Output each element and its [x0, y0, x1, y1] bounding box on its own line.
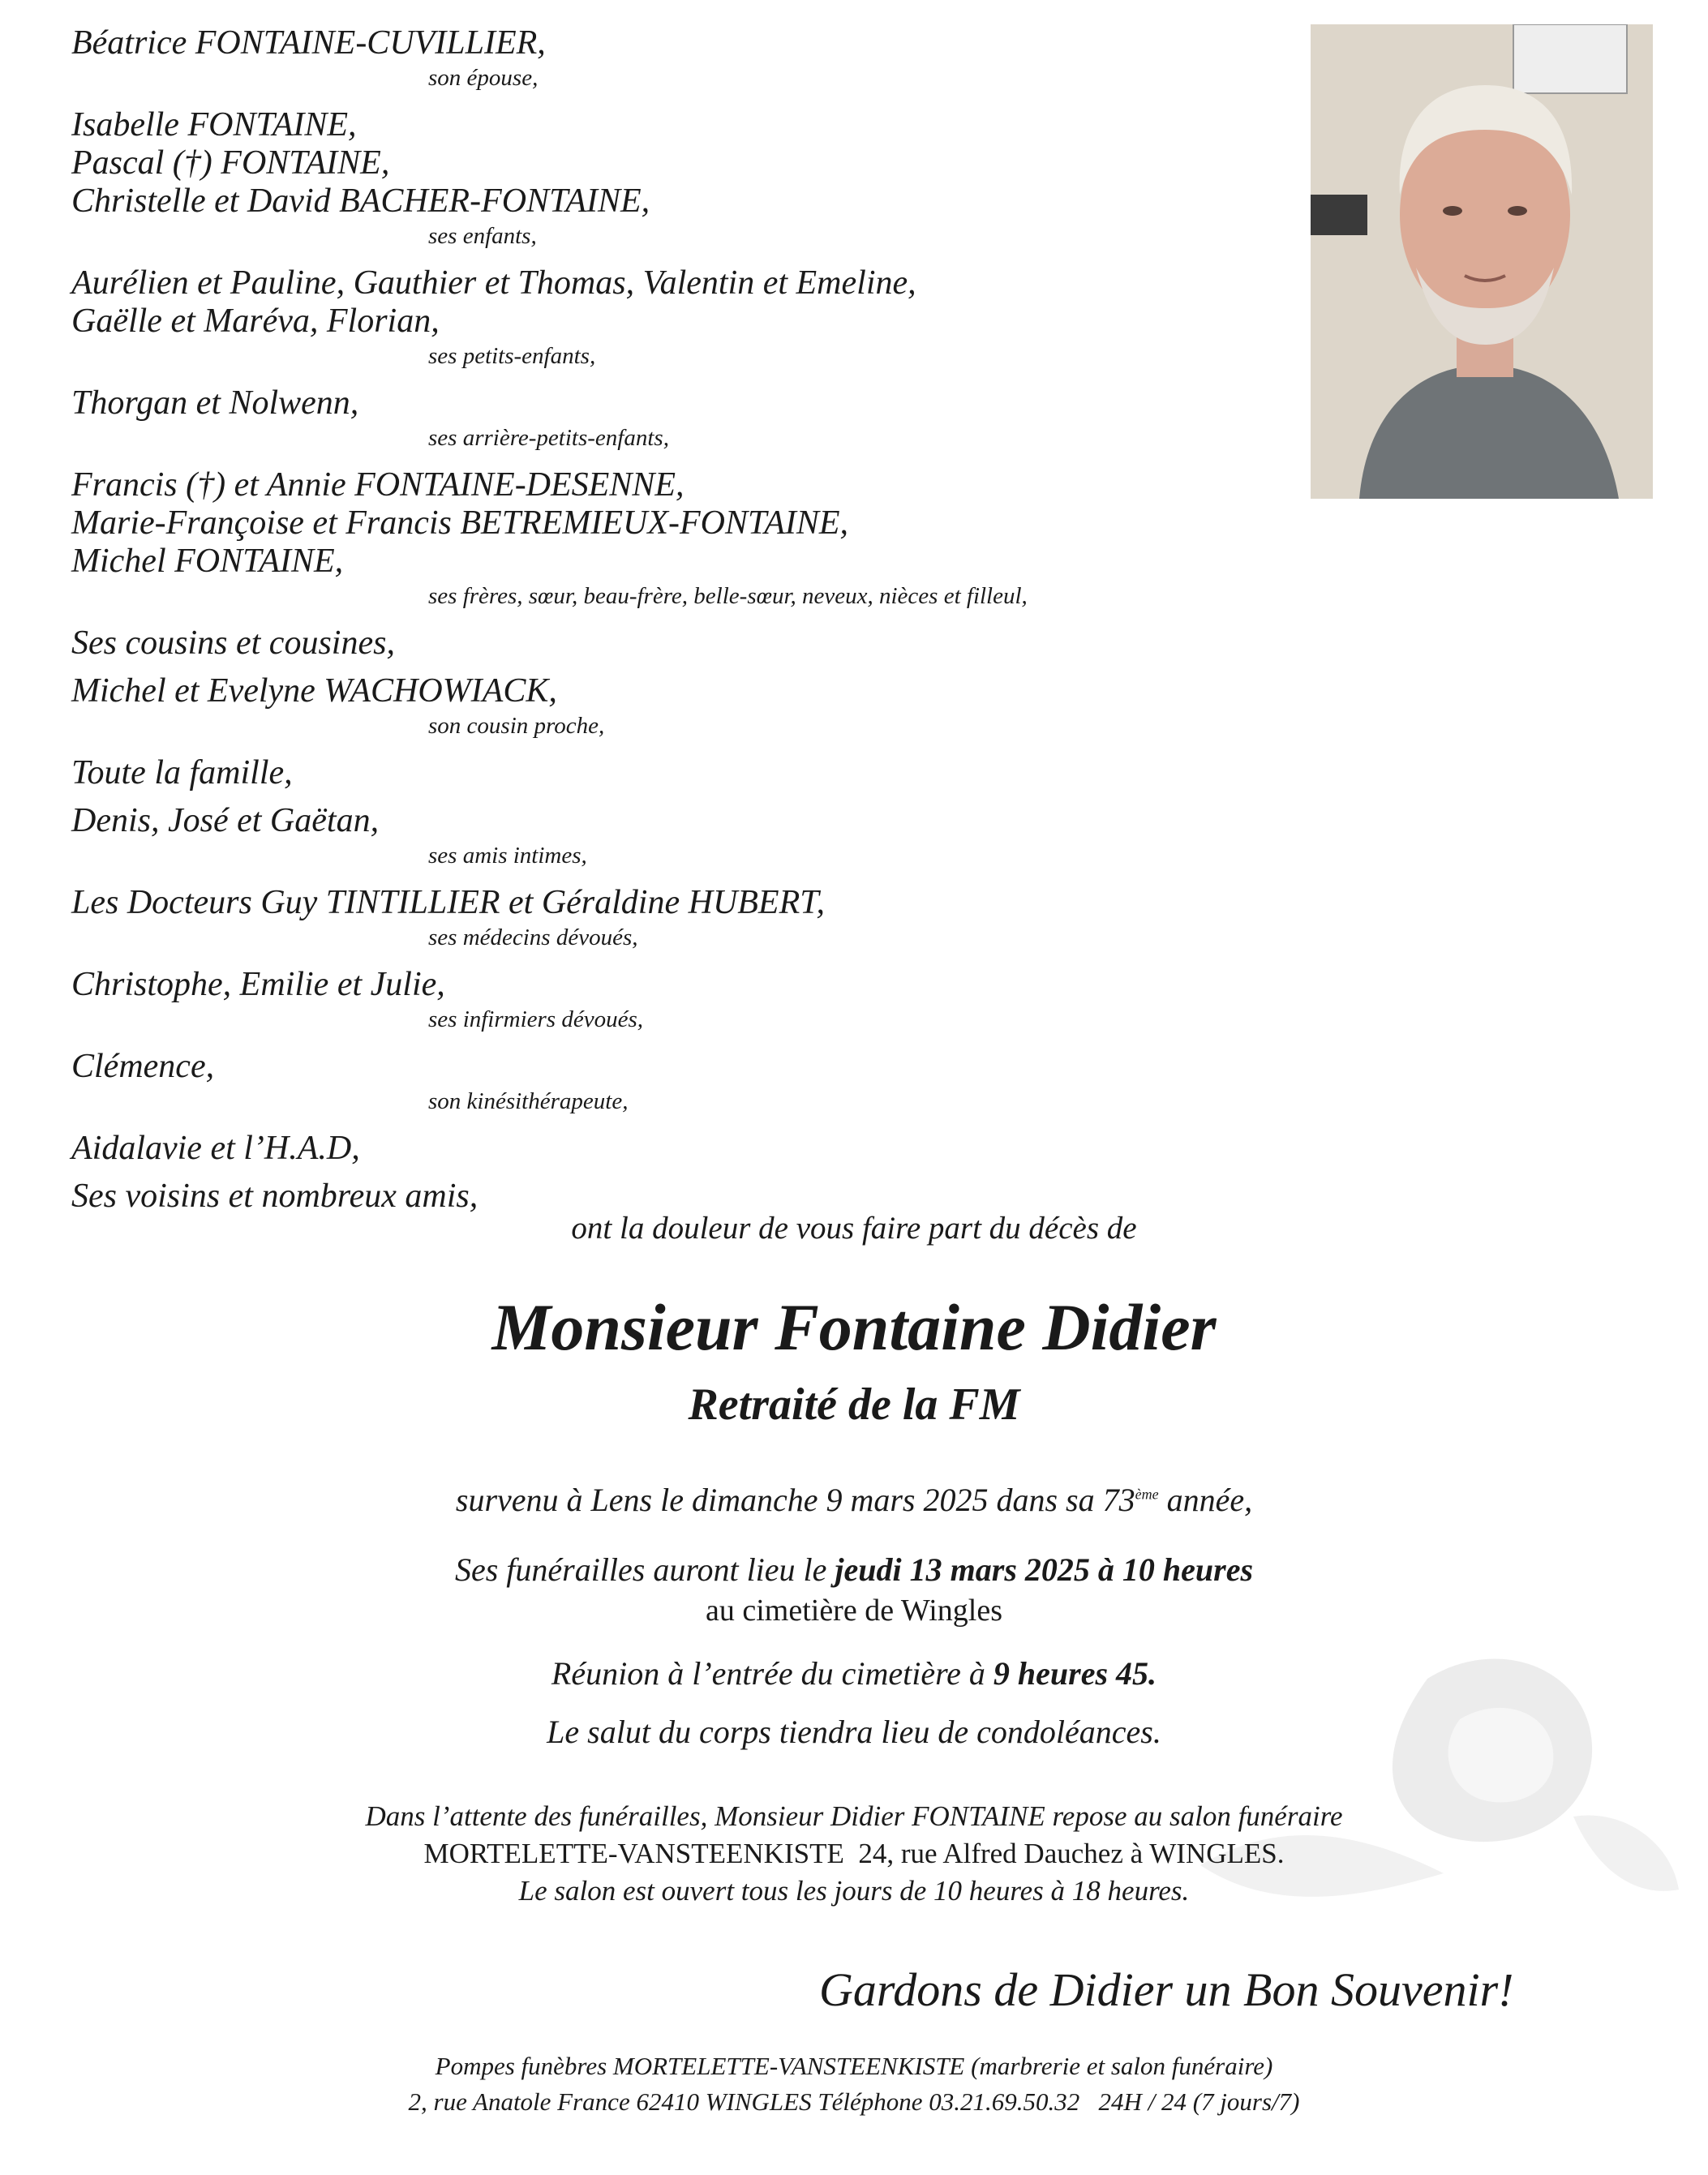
funeral-home-line: Pompes funèbres MORTELETTE-VANSTEENKISTE (marbrerie et salon funéraire)	[435, 2052, 1273, 2080]
funeral-date-time: jeudi 13 mars 2025 à 10 heures	[835, 1551, 1254, 1588]
family-name-line: Ses cousins et cousines,	[71, 624, 395, 662]
family-name-line: Denis, José et Gaëtan,	[71, 802, 380, 839]
funeral-text-main: Ses funérailles auront lieu le	[454, 1551, 835, 1588]
meeting-text-main: Réunion à l’entrée du cimetière à	[551, 1655, 993, 1692]
family-name-line: Aidalavie et l’H.A.D,	[71, 1130, 360, 1167]
family-name-line: Michel et Evelyne WACHOWIACK,	[71, 672, 557, 710]
passing-ordinal-suffix: ème	[1135, 1486, 1159, 1503]
family-relation: ses amis intimes,	[428, 843, 587, 869]
deceased-name: Monsieur Fontaine Didier	[491, 1290, 1217, 1364]
salon-line: Le salon est ouvert tous les jours de 10 heures à 18 heures.	[518, 1875, 1190, 1907]
family-name-line: Béatrice FONTAINE-CUVILLIER,	[71, 24, 546, 62]
family-name-line: Clémence,	[71, 1048, 215, 1085]
funeral-place: au cimetière de Wingles	[705, 1594, 1002, 1628]
family-relation: ses petits-enfants,	[428, 343, 596, 369]
family-group	[71, 24, 1288, 93]
passing-text-main: survenu à Lens le dimanche 9 mars 2025 dans sa 73	[455, 1482, 1135, 1518]
family-name-line: Ses voisins et nombreux amis,	[71, 1178, 478, 1215]
family-group	[71, 754, 1288, 871]
family-relation: son cousin proche,	[428, 713, 605, 739]
family-relation: ses arrière-petits-enfants,	[428, 425, 669, 451]
family-group	[71, 624, 1288, 741]
family-list	[71, 24, 1288, 1229]
meeting-text	[0, 1654, 1708, 1692]
condolences-text: Le salut du corps tiendra lieu de condoléances.	[547, 1714, 1161, 1750]
family-group	[71, 884, 1288, 953]
family-relation: ses infirmiers dévoués,	[428, 1006, 643, 1032]
family-group	[71, 384, 1288, 453]
family-group	[71, 966, 1288, 1035]
family-name-line: Christelle et David BACHER-FONTAINE,	[71, 182, 650, 220]
family-group	[71, 1130, 1288, 1216]
family-name-line: Francis (†) et Annie FONTAINE-DESENNE,	[71, 466, 684, 504]
deceased-occupation: Retraité de la FM	[688, 1379, 1020, 1430]
family-name-line: Christophe, Emilie et Julie,	[71, 966, 445, 1003]
passing-text-end: année,	[1158, 1482, 1253, 1518]
family-group	[71, 466, 1288, 611]
family-relation: ses frères, sœur, beau-frère, belle-sœur, neveux, nièces et filleul,	[428, 583, 1028, 609]
salon-line: Dans l’attente des funérailles, Monsieur Didier FONTAINE repose au salon funéraire	[365, 1800, 1343, 1832]
family-group	[71, 264, 1288, 371]
family-name-line: Isabelle FONTAINE,	[71, 106, 357, 144]
funeral-home-contact: 2, rue Anatole France 62410 WINGLES Téléphone 03.21.69.50.32 24H / 24 (7 jours/7)	[408, 2087, 1300, 2116]
family-name-line: Michel FONTAINE,	[71, 543, 344, 580]
passing-text	[0, 1481, 1708, 1519]
family-name-line: Les Docteurs Guy TINTILLIER et Géraldine HUBERT,	[71, 884, 825, 921]
family-relation: son kinésithérapeute,	[428, 1088, 629, 1114]
family-relation: ses enfants,	[428, 223, 537, 249]
family-relation: ses médecins dévoués,	[428, 924, 638, 950]
announcement-text: ont la douleur de vous faire part du décès de	[571, 1211, 1137, 1246]
family-name-line: Aurélien et Pauline, Gauthier et Thomas, Valentin et Emeline,	[71, 264, 916, 302]
family-name-line: Marie-Françoise et Francis BETREMIEUX-FONTAINE,	[71, 504, 849, 542]
closing-message: Gardons de Didier un Bon Souvenir!	[819, 1963, 1514, 2016]
family-group	[71, 1048, 1288, 1117]
family-group	[71, 106, 1288, 251]
portrait-photo	[1311, 24, 1653, 499]
family-name-line: Pascal (†) FONTAINE,	[71, 144, 390, 182]
funeral-text	[0, 1551, 1708, 1589]
salon-line: MORTELETTE-VANSTEENKISTE 24, rue Alfred Dauchez à WINGLES.	[423, 1838, 1285, 1869]
family-relation: son épouse,	[428, 65, 539, 91]
family-name-line: Toute la famille,	[71, 754, 293, 791]
family-name-line: Thorgan et Nolwenn,	[71, 384, 359, 422]
family-name-line: Gaëlle et Maréva, Florian,	[71, 302, 440, 340]
meeting-time: 9 heures 45.	[993, 1655, 1157, 1692]
